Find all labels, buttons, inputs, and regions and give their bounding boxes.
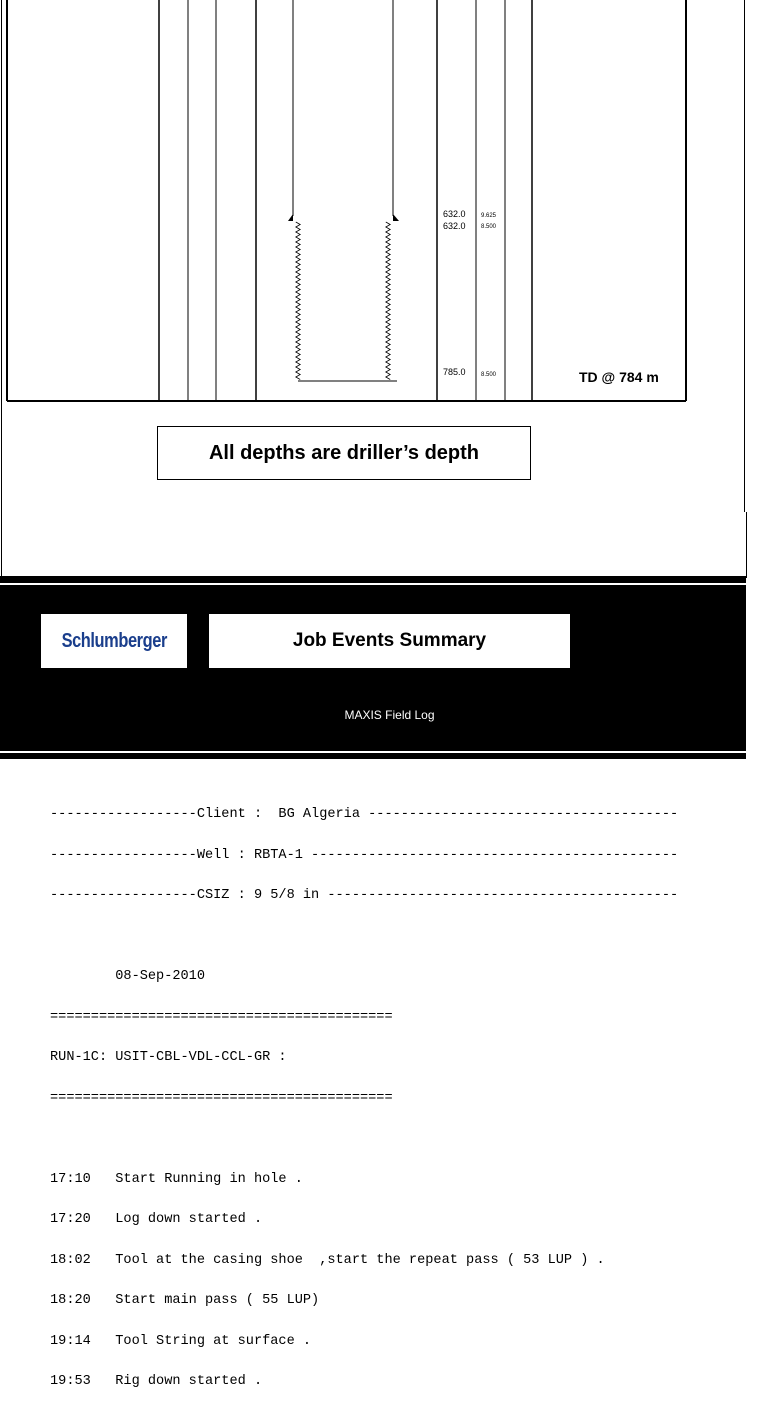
well-sketch [0, 0, 768, 420]
log-event: 18:02 Tool at the casing shoe ,start the repeat pass ( 53 LUP ) . [50, 1252, 605, 1268]
log-header-csiz: ------------------CSIZ : 9 5/8 in ------------------------------------------- [50, 888, 679, 903]
hole-size-bottom: 8.500 [481, 372, 497, 378]
log-event: 17:20 Log down started . [50, 1212, 263, 1227]
td-depth: 785.0 [443, 367, 466, 377]
banner-divider-bottom [0, 751, 746, 753]
logo-text: Schlumberger [61, 629, 167, 652]
log-event: 19:53 Rig down started . [50, 1374, 263, 1389]
event-log [50, 781, 678, 1402]
depth-note: All depths are driller’s depth [157, 426, 531, 480]
log-header-client: ------------------Client : BG Algeria -------------------------------------- [50, 807, 679, 822]
hole-size-top: 8.500 [481, 224, 497, 230]
casing-shoe-right [393, 214, 399, 221]
shoe-depth-hole: 632.0 [443, 221, 466, 231]
log-event: 19:14 Tool String at surface . [50, 1333, 312, 1349]
td-label: TD @ 784 m [579, 369, 659, 385]
casing-shoe-left [288, 214, 293, 221]
log-spacer [50, 1132, 678, 1146]
log-spacer [50, 930, 678, 944]
log-run-title: RUN-1C: USIT-CBL-VDL-CCL-GR : [50, 1050, 287, 1065]
casing-size: 9.625 [481, 213, 497, 219]
company-logo [41, 614, 187, 668]
section-title: Job Events Summary [209, 614, 570, 668]
open-hole-wall-left [296, 222, 300, 380]
log-header-well: ------------------Well : RBTA-1 --------------------------------------------- [50, 847, 679, 863]
log-event: 18:20 Start main pass ( 55 LUP) [50, 1293, 320, 1308]
shoe-depth-casing: 632.0 [443, 209, 466, 219]
log-rule: ========================================== [50, 1009, 393, 1025]
log-rule: ========================================== [50, 1090, 393, 1106]
log-date: 08-Sep-2010 [50, 969, 205, 984]
banner-divider-top [0, 583, 746, 585]
open-hole-wall-right [386, 222, 390, 380]
log-event: 17:10 Start Running in hole . [50, 1171, 303, 1187]
section-subtitle: MAXIS Field Log [344, 708, 435, 722]
page-frame-right-lower [746, 512, 747, 578]
